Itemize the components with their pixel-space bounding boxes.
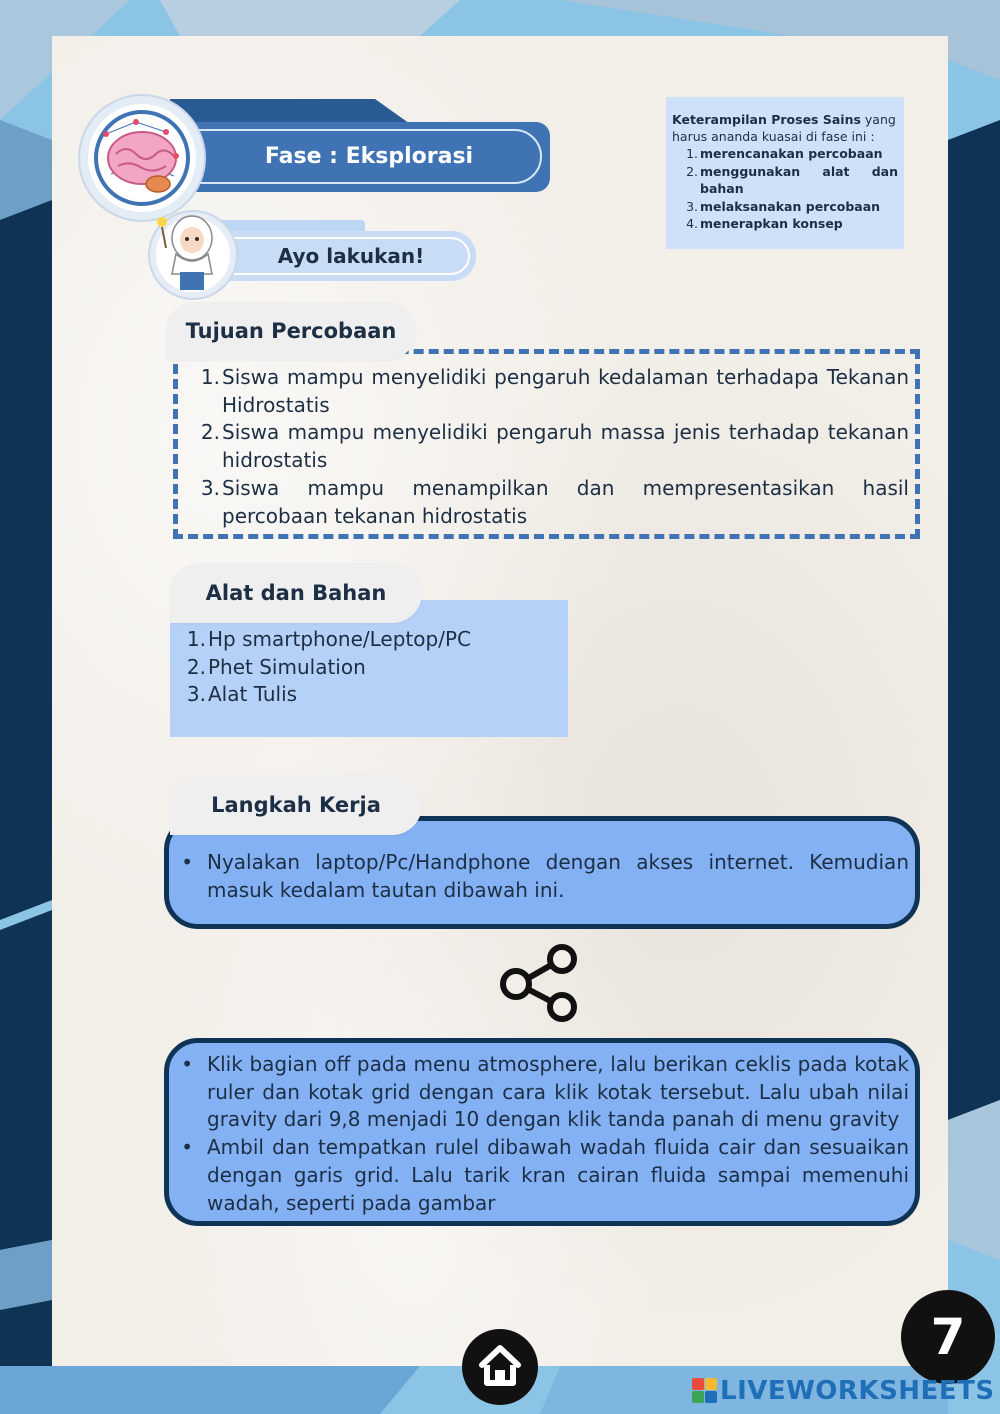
liveworksheets-logo[interactable] xyxy=(692,1376,995,1406)
phase-banner-inner xyxy=(196,129,542,184)
list-item: 2. Siswa mampu menyelidiki pengaruh massa jenis terhadap tekanan hidrostatis xyxy=(200,420,909,473)
ayo-banner-inner xyxy=(232,237,470,275)
list-item: 2. Phet Simulation xyxy=(186,654,366,679)
list-item: 4. menerapkan konsep xyxy=(686,216,843,231)
list-item: • Nyalakan laptop/Pc/Handphone dengan akses internet. Kemudian masuk kedalam tautan dibawah ini. xyxy=(181,850,909,902)
skills-box xyxy=(666,97,904,249)
student-badge xyxy=(150,212,236,298)
langkah-heading-label: Langkah Kerja xyxy=(211,793,381,817)
page-number xyxy=(901,1290,995,1384)
skills-list xyxy=(672,145,898,233)
student-girl-icon xyxy=(152,208,234,296)
liveworksheets-mark-icon xyxy=(692,1378,718,1404)
list-item: 3. melaksanakan percobaan xyxy=(686,198,881,214)
brain-badge xyxy=(80,96,204,220)
skills-intro: Keterampilan Proses Sains yang harus ananda kuasai di fase ini : xyxy=(672,112,896,144)
tujuan-box xyxy=(173,349,920,539)
langkah-heading xyxy=(170,775,422,835)
brain-icon xyxy=(96,114,188,202)
tujuan-list xyxy=(178,364,909,530)
ayo-title: Ayo lakukan! xyxy=(277,244,425,268)
langkah-box-2 xyxy=(164,1038,920,1226)
phase-title: Fase : Eksplorasi xyxy=(264,144,474,169)
langkah-list-2 xyxy=(169,1051,909,1217)
tujuan-heading-label: Tujuan Percobaan xyxy=(185,319,397,343)
list-item: • Klik bagian off pada menu atmosphere, lalu berikan ceklis pada kotak ruler dan kotak grid dengan cara klik kotak tersebut. Lalu ubah nilai gravity dari 9,8 menjadi 10 dengan klik tanda panah di menu gravity xyxy=(181,1052,909,1132)
alat-heading xyxy=(170,563,422,623)
alat-list xyxy=(170,626,568,709)
alat-heading-label: Alat dan Bahan xyxy=(205,581,387,605)
home-button[interactable] xyxy=(462,1329,538,1405)
liveworksheets-text: LIVEWORKSHEETS xyxy=(720,1376,995,1406)
tujuan-heading xyxy=(166,302,416,360)
list-item: 3. Alat Tulis xyxy=(186,682,298,707)
list-item: 1. Siswa mampu menyelidiki pengaruh kedalaman terhadapa Tekanan Hidrostatis xyxy=(200,365,909,417)
list-item: • Ambil dan tempatkan rulel dibawah wadah fluida cair dan sesuaikan dengan garis grid. Lalu tarik kran cairan fluida sampai memenuhi wadah, seperti pada gambar xyxy=(181,1135,909,1215)
page-number-label: 7 xyxy=(930,1308,966,1366)
list-item: 1. Hp smartphone/Leptop/PC xyxy=(186,627,471,651)
list-item: 1. merencanakan percobaan xyxy=(686,146,883,161)
list-item: 3. Siswa mampu menampilkan dan mempresentasikan hasil percobaan tekanan hidrostatis xyxy=(200,475,909,528)
home-icon xyxy=(478,1343,522,1389)
share-icon[interactable] xyxy=(498,944,580,1024)
list-item: 2. menggunakan alat dan bahan xyxy=(686,163,898,196)
langkah-list-1 xyxy=(169,849,909,904)
